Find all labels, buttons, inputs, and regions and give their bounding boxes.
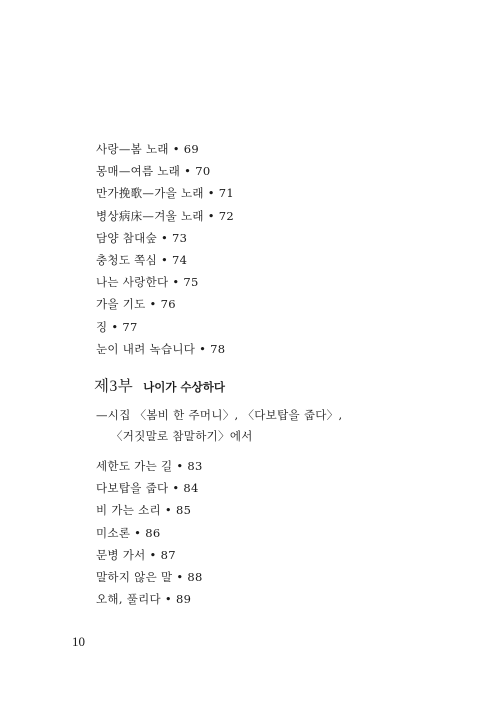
toc-list-part3 bbox=[96, 455, 203, 610]
toc-entry: 오해, 풀리다 • 89 bbox=[96, 592, 192, 607]
toc-entry: 나는 사랑한다 • 75 bbox=[96, 275, 199, 290]
toc-list-part2 bbox=[96, 138, 234, 360]
toc-entry: 미소론 • 86 bbox=[96, 525, 161, 540]
part-heading bbox=[94, 374, 225, 396]
toc-entry: 몽매—여름 노래 • 70 bbox=[96, 164, 211, 179]
part-description bbox=[96, 405, 342, 447]
page-number: 10 bbox=[72, 634, 85, 649]
toc-entry: 만가挽歌—가을 노래 • 71 bbox=[96, 186, 235, 201]
toc-entry: 징 • 77 bbox=[96, 319, 138, 334]
toc-entry: 세한도 가는 길 • 83 bbox=[96, 459, 203, 473]
part-description-line1: —시집 〈봄비 한 주머니〉, 〈다보탑을 줍다〉, bbox=[96, 408, 343, 422]
part-title: 나이가 수상하다 bbox=[143, 380, 225, 394]
part-description-line2: 〈거짓말로 참말하기〉에서 bbox=[111, 429, 253, 443]
toc-entry: 충청도 쪽심 • 74 bbox=[96, 252, 188, 267]
toc-entry: 가을 기도 • 76 bbox=[96, 297, 176, 312]
toc-entry: 비 가는 소리 • 85 bbox=[96, 503, 192, 518]
toc-entry: 말하지 않은 말 • 88 bbox=[96, 569, 203, 584]
part-number: 제3부 bbox=[94, 378, 134, 395]
toc-entry: 다보탑을 줍다 • 84 bbox=[96, 481, 199, 496]
toc-entry: 담양 참대숲 • 73 bbox=[96, 230, 188, 245]
toc-entry: 사랑—봄 노래 • 69 bbox=[96, 142, 200, 156]
toc-entry: 병상病床—겨울 노래 • 72 bbox=[96, 208, 235, 223]
toc-entry: 눈이 내려 녹습니다 • 78 bbox=[96, 341, 226, 356]
toc-entry: 문병 가서 • 87 bbox=[96, 547, 176, 562]
